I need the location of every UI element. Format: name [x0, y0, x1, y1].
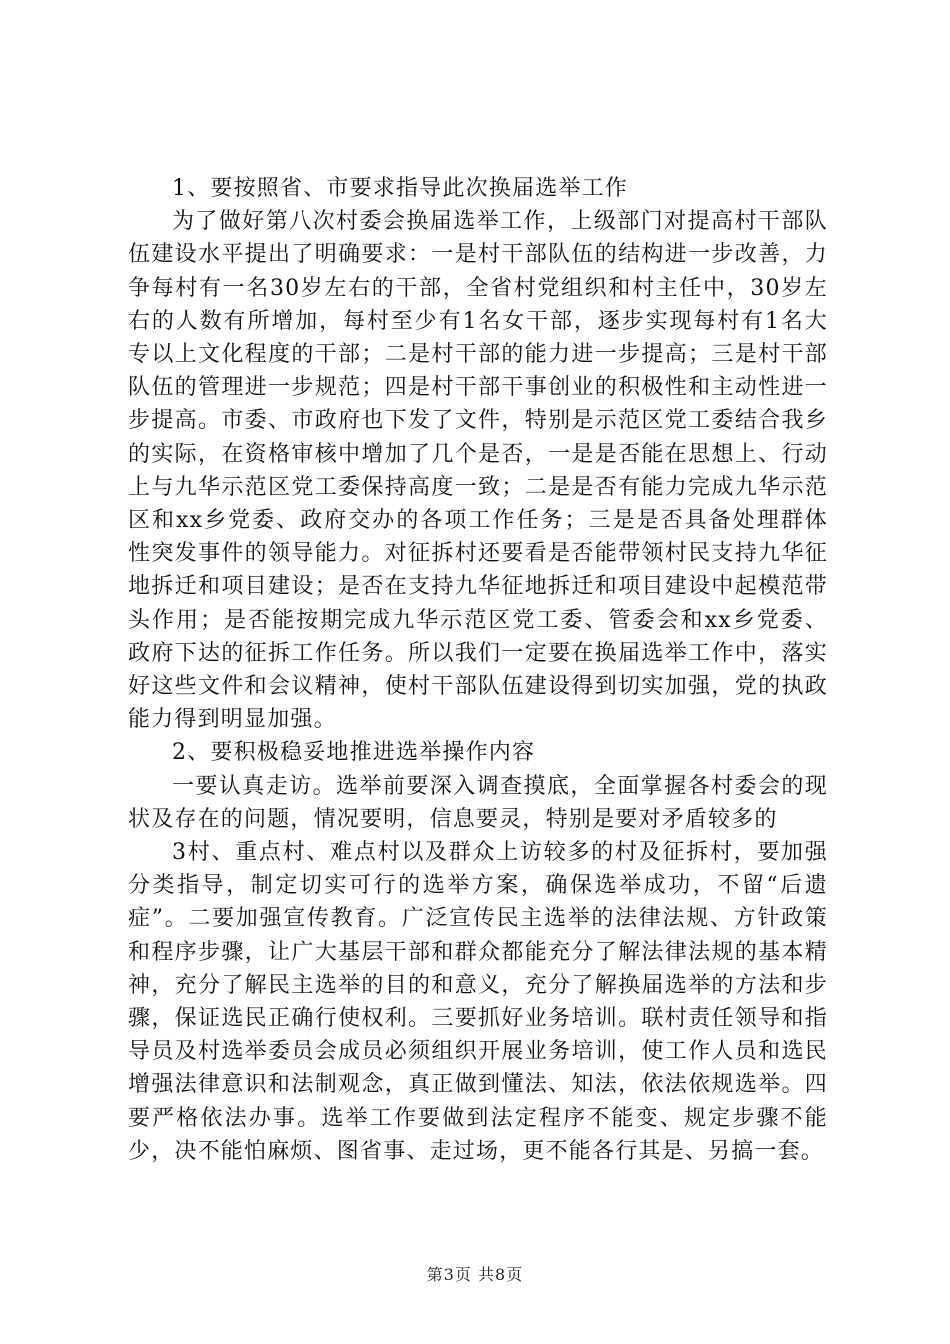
section-heading-1: 1、要按照省、市要求指导此次换届选举工作 [172, 176, 628, 201]
section-heading-2: 2、要积极稳妥地推进选举操作内容 [172, 740, 536, 766]
body-paragraph-3: 3村、重点村、难点村以及群众上访较多的村及征拆村，要加强分类指导，制定切实可行的选举方案，确保选举成功，不留“后遗症”。二要加强宣传教育。广泛宣传民主选举的法律法规、方针政策和程序步骤，让广大基层干部和群众都能充分了解法律法规的基本精神，充分了解民主选举的目的和意义，充分了解换届选举的方法和步骤，保证选民正确行使权利。三要抓好业务培训。联村责任领导和指导员及村选举委员会成员必须组织开展业务培训，使工作人员和选民增强法律意识和法制观念，真正做到懂法、知法，依法依规选举。四要严格依法办事。选举工作要做到法定程序不能变、规定步骤不能少，决不能怕麻烦、图省事、走过场，更不能各行其是、另搞一套。 [128, 840, 828, 1164]
body-paragraph-2: 一要认真走访。选举前要深入调查摸底，全面掌握各村委会的现状及存在的问题，情况要明，信息要灵，特别是要对矛盾较多的 [128, 773, 828, 832]
document-body [128, 172, 828, 1168]
page-number-footer: 第3页 共8页 [426, 1265, 524, 1284]
body-paragraph-1: 为了做好第八次村委会换届选举工作，上级部门对提高村干部队伍建设水平提出了明确要求：一是村干部队伍的结构进一步改善，力争每村有一名30岁左右的干部，全省村党组织和村主任中，30岁左右的人数有所增加，每村至少有1名女干部，逐步实现每村有1名大专以上文化程度的干部；二是村干部的能力进一步提高；三是村干部队伍的管理进一步规范；四是村干部干事创业的积极性和主动性进一步提高。市委、市政府也下发了文件，特别是示范区党工委结合我乡的实际，在资格审核中增加了几个是否，一是是否能在思想上、行动上与九华示范区党工委保持高度一致；二是是否有能力完成九华示范区和xx乡党委、政府交办的各项工作任务；三是是否具备处理群体性突发事件的领导能力。对征拆村还要看是否能带领村民支持九华征地拆迁和项目建设；是否在支持九华征地拆迁和项目建设中起模范带头作用；是否能按期完成九华示范区党工委、管委会和xx乡党委、政府下达的征拆工作任务。所以我们一定要在换届选举工作中，落实好这些文件和会议精神，使村干部队伍建设得到切实加强，党的执政能力得到明显加强。 [128, 209, 828, 733]
